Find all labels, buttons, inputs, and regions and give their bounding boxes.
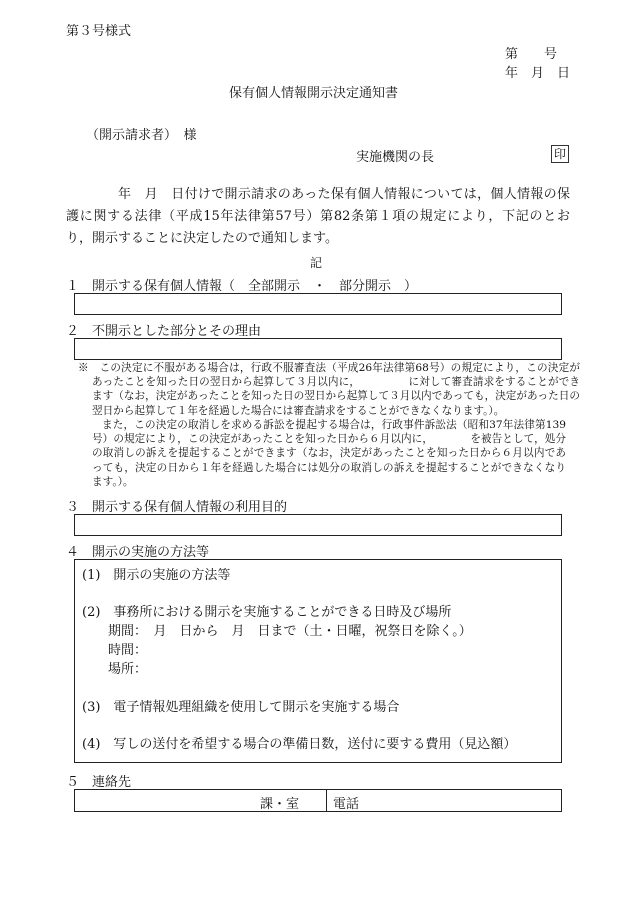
section-4-item-3: (3) 電子情報処理組織を使用して開示を実施する場合 — [82, 700, 400, 715]
section-4-place: 場所： — [108, 662, 148, 677]
section-3-heading: ３ 開示する保有個人情報の利用目的 — [66, 500, 288, 515]
section-4-heading: ４ 開示の実施の方法等 — [66, 545, 210, 560]
section-2-box — [74, 338, 562, 360]
contact-divider — [326, 789, 327, 812]
section-4-period: 期間： 月 日から 月 日まで（土・日曜，祝祭日を除く。） — [108, 624, 472, 639]
addressee: （開示請求者） 様 — [86, 128, 197, 143]
sender: 実施機関の長 — [356, 150, 435, 165]
section-2-heading: ２ 不開示とした部分とその理由 — [66, 324, 262, 339]
contact-box — [74, 789, 562, 812]
section-4-item-4: (4) 写しの送付を希望する場合の準備日数，送付に要する費用（見込額） — [82, 737, 517, 752]
notice-paragraph-2: また，この決定の取消しを求める訴訟を提起する場合は，行政事件訴訟法（昭和37年法律第139号）の規定により，この決定があったことを知った日から６月以内に， を被告として，処分の取消しの訴えを提起することができます（なお，決定があったことを知った日から６月以内であっても，決定の日から１年を経過した場合には処分の取消しの訴えを提起することができなくなります。）。 — [92, 419, 566, 488]
section-1-heading: １ 開示する保有個人情報（ 全部開示 ・ 部分開示 ） — [66, 279, 418, 294]
section-4-item-1: (1) 開示の実施の方法等 — [82, 568, 231, 583]
seal-mark: 印 — [551, 145, 569, 163]
document-number: 第 号 — [505, 47, 558, 62]
section-3-box — [74, 514, 562, 536]
contact-phone: 電話 — [333, 797, 360, 812]
section-5-heading: ５ 連絡先 — [66, 775, 132, 790]
form-number: 第３号様式 — [66, 24, 132, 39]
ki-heading: 記 — [310, 256, 323, 270]
contact-department: 課・室 — [260, 797, 300, 812]
document-date: 年 月 日 — [505, 66, 571, 81]
section-4-time: 時間： — [108, 643, 148, 658]
section-4-item-2: (2) 事務所における開示を実施することができる日時及び場所 — [82, 605, 452, 620]
intro-paragraph: 年 月 日付けで開示請求のあった保有個人情報については，個人情報の保護に関する法律（平成15年法律第57号）第82条第１項の規定により，下記のとおり，開示することに決定したので通知します。 — [66, 187, 570, 246]
section-1-box — [74, 293, 562, 315]
notice-paragraph-1: ※ この決定に不服がある場合は，行政不服審査法（平成26年法律第68号）の規定により，この決定があったことを知った日の翌日から起算して３月以内に， に対して審査請求をすることができます（なお，決定があったことを知った日の翌日から起算して３月以内であっても，決定があった日の翌日から起算して１年を経過した場合には審査請求をすることができなくなります。）。 — [78, 362, 580, 417]
page-title: 保有個人情報開示決定通知書 — [229, 86, 399, 101]
